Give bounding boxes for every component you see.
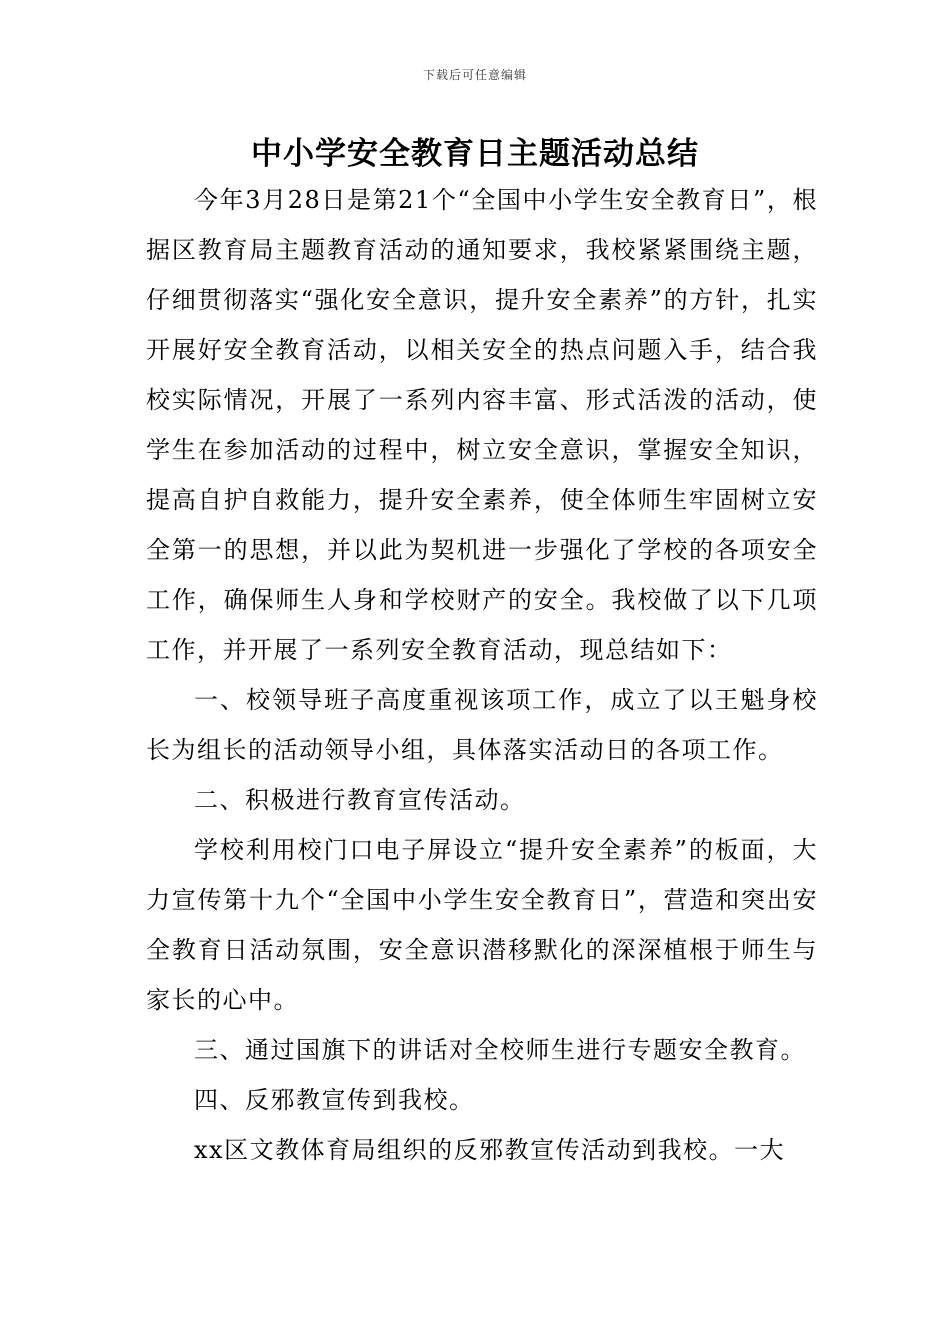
paragraph-section-2-body: 学校利用校门口电子屏设立“提升安全素养”的板面，大力宣传第十九个“全国中小学生安全教育日”，营造和突出安全教育日活动氛围，安全意识潜移默化的深深植根于师生与家长的心中。	[146, 836, 818, 1014]
paragraph-section-1: 一、校领导班子高度重视该项工作，成立了以王魁身校长为组长的活动领导小组，具体落实活动日的各项工作。	[146, 686, 818, 764]
paragraph-intro: 今年3月28日是第21个“全国中小学生安全教育日”，根据区教育局主题教育活动的通知要求，我校紧紧围绕主题，仔细贯彻落实“强化安全意识，提升安全素养”的方针，扎实开展好安全教育活动，以相关安全的热点问题入手，结合我校实际情况，开展了一系列内容丰富、形式活泼的活动，使学生在参加活动的过程中，树立安全意识，掌握安全知识，提高自护自救能力，提升安全素养，使全体师生牢固树立安全第一的思想，并以此为契机进一步强化了学校的各项安全工作，确保师生人身和学校财产的安全。我校做了以下几项工作，并开展了一系列安全教育活动，现总结如下：	[146, 186, 818, 664]
document-body	[146, 175, 818, 1175]
paragraph-section-4-body: xx区文教体育局组织的反邪教宣传活动到我校。一大	[194, 1136, 786, 1164]
paragraph-section-4-heading: 四、反邪教宣传到我校。	[194, 1086, 475, 1114]
header-note: 下载后可任意编辑	[422, 68, 527, 82]
paragraph-section-2-heading: 二、积极进行教育宣传活动。	[194, 786, 526, 814]
document-title: 中小学安全教育日主题活动总结	[251, 136, 699, 172]
paragraph-section-3: 三、通过国旗下的讲话对全校师生进行专题安全教育。	[194, 1036, 806, 1064]
